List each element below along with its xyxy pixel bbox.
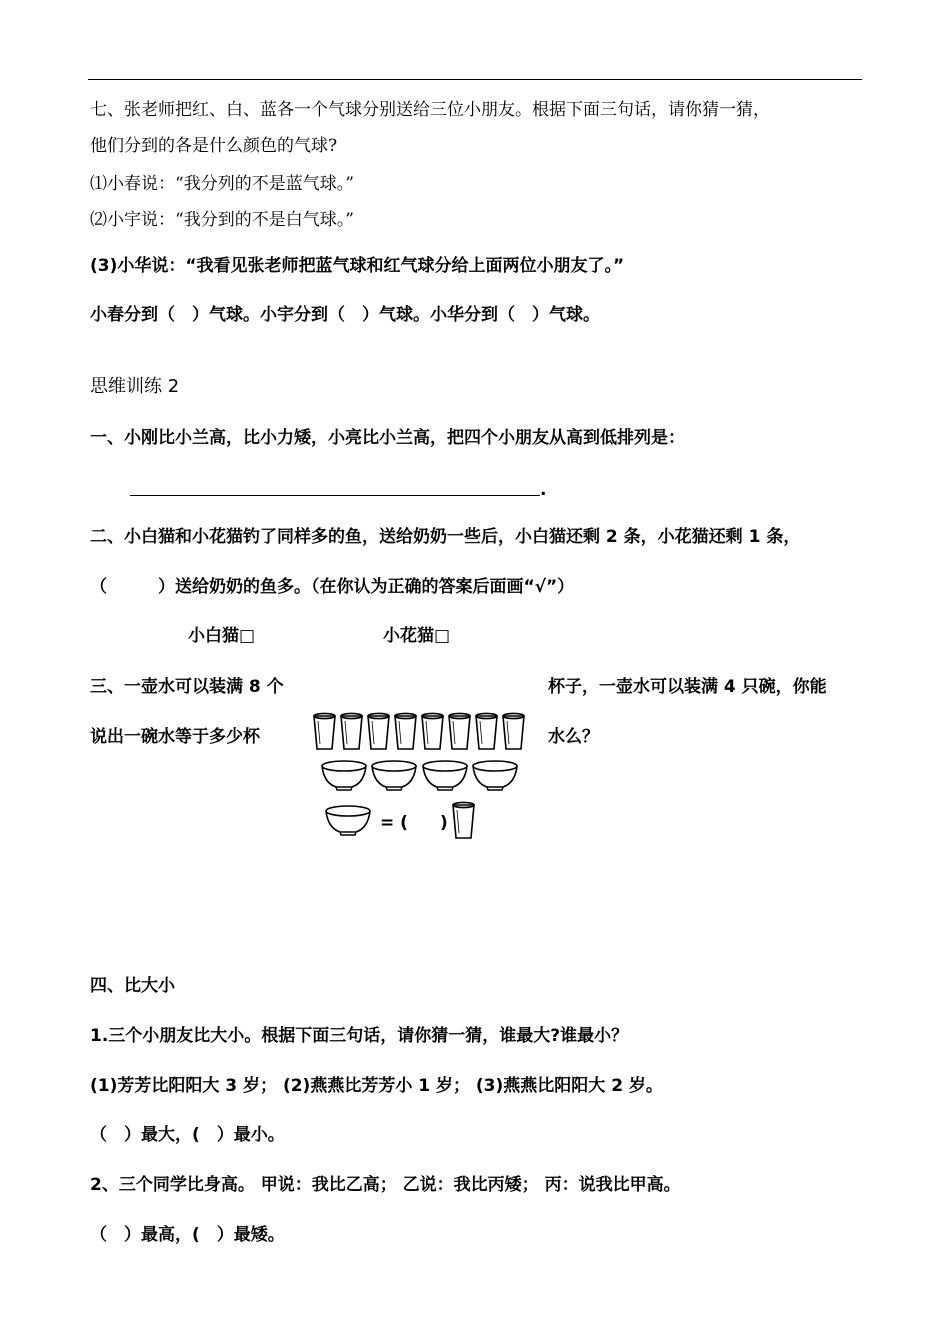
bowl-icon (326, 806, 370, 835)
q1-text: 一、小刚比小兰高，比小力矮，小亮比小兰高，把四个小朋友从高到低排列是： (90, 428, 685, 448)
q2-line1: 二、小白猫和小花猫钓了同样多的鱼，送给奶奶一些后，小白猫还剩 2 条，小花猫还剩 1 条， (90, 527, 801, 547)
cup-icon (314, 713, 335, 749)
q3-left2: 说出一碗水等于多少杯 (90, 727, 260, 747)
q7-line1: 七、张老师把红、白、蓝各一个气球分别送给三位小朋友。根据下面三句话，请你猜一猜， (90, 100, 770, 120)
cup-row (314, 713, 524, 749)
q7-statement-3: (3)小华说：“我看见张老师把蓝气球和红气球分给上面两位小朋友了。” (90, 256, 625, 276)
bowl-row (322, 761, 517, 790)
q4-title: 四、比大小 (90, 976, 175, 996)
q7-answer: 小春分到（ ）气球。小宇分到（ ）气球。小华分到（ ）气球。 (90, 305, 600, 325)
cup-icon (422, 713, 443, 749)
q4-problem1: 1.三个小朋友比大小。根据下面三句话，请你猜一猜，谁最大?谁最小？ (90, 1026, 629, 1046)
q7-line2: 他们分到的各是什么颜色的气球? (90, 136, 338, 156)
cup-icon (449, 713, 470, 749)
bowl-icon (322, 761, 366, 790)
cup-icon (503, 713, 524, 749)
q2-option-white-cat: 小白猫□ (188, 626, 256, 646)
cup-icon (341, 713, 362, 749)
q4-problem2-answer: （ ）最高，( ）最矮。 (90, 1225, 285, 1245)
q4-problem2: 2、三个同学比身高。 甲说：我比乙高； 乙说：我比丙矮； 丙：说我比甲高。 (90, 1175, 681, 1195)
q1-answer-blank (130, 495, 540, 496)
q3-right2: 水么？ (548, 727, 599, 747)
cup-icon (453, 802, 474, 838)
bowl-icon (423, 761, 467, 790)
q3-left1: 三、一壶水可以装满 8 个 (90, 677, 284, 697)
equation-open: = ( (380, 813, 408, 833)
q4-problem1-answer: （ ）最大，( ）最小。 (90, 1125, 285, 1145)
q2-option-flower-cat: 小花猫□ (383, 626, 451, 646)
bowl-icon (372, 761, 416, 790)
cups-bowls-figure (312, 710, 532, 845)
q7-statement-2: ⑵小宇说：“我分到的不是白气球。” (90, 210, 354, 230)
section-title: 思维训练 2 (90, 376, 180, 397)
equation-close: ) (440, 813, 448, 833)
cup-icon (368, 713, 389, 749)
q4-problem1-clues: (1)芳芳比阳阳大 3 岁； (2)燕燕比芳芳小 1 岁； (3)燕燕比阳阳大 2 岁。 (90, 1076, 663, 1096)
cup-icon (395, 713, 416, 749)
q2-line2: （ ）送给奶奶的鱼多。（在你认为正确的答案后面画“√”） (90, 577, 575, 597)
q3-right1: 杯子，一壶水可以装满 4 只碗，你能 (548, 677, 827, 697)
top-rule (88, 79, 862, 80)
q1-end-period: . (540, 480, 547, 500)
cup-icon (476, 713, 497, 749)
q7-statement-1: ⑴小春说：“我分列的不是蓝气球。” (90, 174, 354, 194)
bowl-icon (473, 761, 517, 790)
